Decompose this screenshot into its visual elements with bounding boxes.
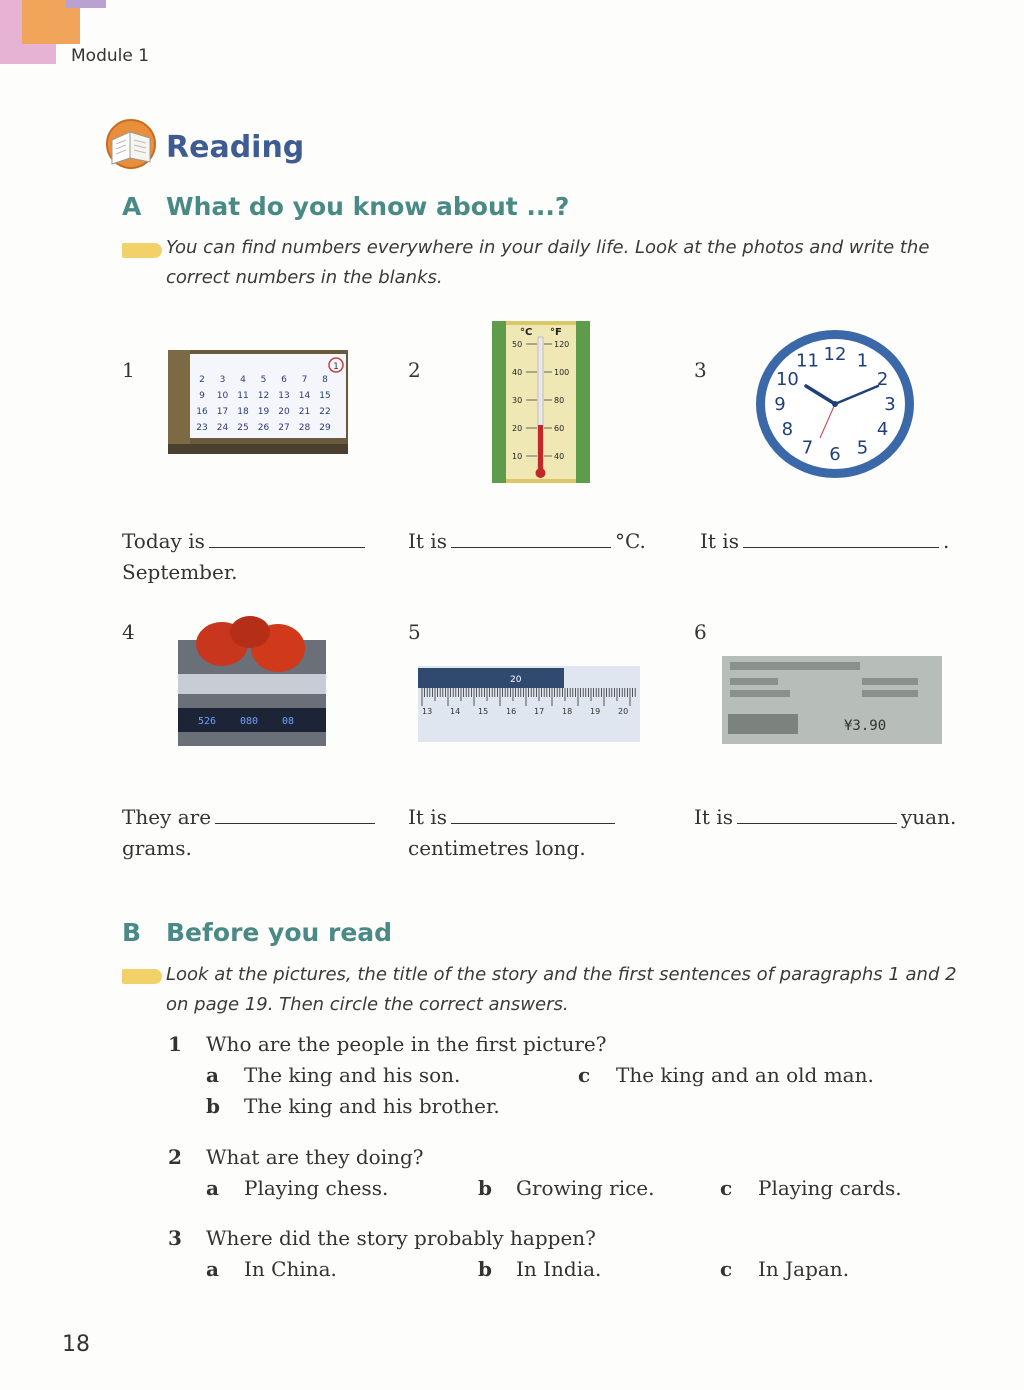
- calendar-date: 28: [298, 423, 311, 433]
- calendar-date: 22: [319, 407, 331, 417]
- corner-decoration-purple: [66, 0, 106, 8]
- answer-blank-6[interactable]: [737, 805, 897, 824]
- ruler-number: 16: [506, 707, 517, 716]
- sentence-3-start: It is: [700, 529, 739, 553]
- option-letter: c: [720, 1176, 733, 1200]
- sentence-6-start: It is: [694, 805, 733, 829]
- clock-number: 11: [796, 350, 819, 372]
- item-number-3: 3: [694, 358, 707, 382]
- question-3-number: 3: [168, 1226, 182, 1250]
- calendar-date: 13: [278, 391, 290, 401]
- section-b-title: Before you read: [166, 918, 393, 947]
- fahrenheit-tick: 120: [554, 340, 570, 349]
- celsius-unit: °C: [520, 327, 533, 338]
- clock-number: 5: [856, 437, 869, 459]
- sentence-6-end: yuan.: [900, 805, 957, 829]
- question-2-text: What are they doing?: [206, 1145, 424, 1169]
- calendar-date: 6: [281, 375, 287, 385]
- item-number-2: 2: [408, 358, 421, 382]
- sentence-1-end: September.: [122, 560, 238, 584]
- question-3: [168, 1226, 596, 1250]
- clock-number: 4: [876, 419, 889, 440]
- ruler-number: 19: [590, 707, 601, 716]
- question-2: [168, 1145, 424, 1169]
- ruler-photo: [418, 666, 640, 742]
- option-text: The king and his son.: [244, 1063, 461, 1087]
- sentence-2-start: It is: [408, 529, 447, 553]
- answer-blank-4[interactable]: [215, 805, 375, 824]
- fahrenheit-tick: 60: [554, 424, 565, 433]
- celsius-tick: 20: [512, 424, 523, 433]
- price-text: ¥3.90: [844, 718, 887, 734]
- calendar-date: 14: [298, 391, 311, 401]
- ruler-number: 13: [422, 707, 433, 716]
- question-3-text: Where did the story probably happen?: [206, 1226, 596, 1250]
- section-b-letter: B: [122, 918, 142, 947]
- calendar-date: 21: [298, 407, 311, 417]
- sentence-1: [122, 526, 402, 588]
- sentence-4: [122, 802, 412, 864]
- calendar-circled-date: 1: [333, 362, 339, 372]
- calendar-date: 17: [216, 407, 229, 417]
- calendar-date: 27: [278, 423, 290, 433]
- ruler-number: 14: [450, 707, 461, 716]
- question-1-number: 1: [168, 1032, 182, 1056]
- scale-display-value: 08: [282, 716, 295, 727]
- ruler-number: 17: [534, 707, 545, 716]
- fahrenheit-tick: 100: [554, 368, 570, 377]
- option-text: The king and his brother.: [244, 1094, 500, 1118]
- sentence-2: [408, 526, 678, 557]
- sentence-2-end: °C.: [614, 529, 646, 553]
- answer-blank-2[interactable]: [451, 529, 611, 548]
- calendar-date: 9: [199, 391, 205, 401]
- fahrenheit-unit: °F: [550, 327, 562, 338]
- answer-blank-1[interactable]: [209, 529, 365, 548]
- clock-number: 9: [774, 394, 786, 415]
- celsius-tick: 40: [512, 368, 523, 377]
- option-1c[interactable]: [578, 1063, 874, 1087]
- calendar-date: 19: [257, 407, 270, 417]
- item-number-1: 1: [122, 358, 135, 382]
- section-a-title: What do you know about ...?: [166, 192, 570, 221]
- calendar-date: 24: [216, 423, 229, 433]
- calendar-date: 11: [237, 391, 249, 401]
- ruler-number: 15: [478, 707, 489, 716]
- option-text: In Japan.: [758, 1257, 850, 1281]
- calendar-date: 12: [257, 391, 270, 401]
- ruler-tag: 20: [510, 675, 522, 685]
- option-2a[interactable]: [206, 1176, 388, 1200]
- option-text: Growing rice.: [516, 1176, 655, 1200]
- ruler-number: 20: [618, 707, 629, 716]
- instruction-marker: [122, 969, 162, 984]
- fahrenheit-tick: 80: [554, 396, 565, 405]
- section-a-letter: A: [122, 192, 142, 221]
- calendar-date: 4: [240, 375, 246, 385]
- calendar-date: 29: [319, 423, 331, 433]
- answer-blank-3[interactable]: [743, 529, 939, 548]
- calendar-date: 18: [237, 407, 249, 417]
- option-letter: c: [720, 1257, 733, 1281]
- clock-number: 7: [801, 437, 814, 459]
- calendar-photo: [168, 350, 348, 454]
- calendar-date: 10: [216, 391, 229, 401]
- option-letter: a: [206, 1257, 219, 1281]
- sentence-4-start: They are: [122, 805, 212, 829]
- section-b-instruction: Look at the pictures, the title of the story and the first sentences of paragraphs 1 and 2 on page 19. Then circle the correct answers.: [166, 964, 957, 1015]
- option-text: Playing chess.: [244, 1176, 389, 1200]
- thermometer-photo: [492, 321, 590, 483]
- sentence-5-start: It is: [408, 805, 447, 829]
- page-number: 18: [62, 1332, 90, 1357]
- clock-number: 1: [856, 350, 869, 372]
- sentence-6: [694, 802, 994, 833]
- calendar-date: 25: [237, 423, 249, 433]
- clock-number: 8: [781, 419, 794, 440]
- section-a-instruction: You can find numbers everywhere in your daily life. Look at the photos and write the correct numbers in the blanks.: [166, 237, 930, 288]
- option-letter: a: [206, 1176, 219, 1200]
- question-2-number: 2: [168, 1145, 182, 1169]
- price-label-photo: [722, 656, 942, 744]
- item-number-4: 4: [122, 620, 135, 644]
- scale-display-value: 080: [240, 716, 259, 727]
- sentence-4-end: grams.: [122, 836, 192, 860]
- celsius-tick: 10: [512, 452, 523, 461]
- option-letter: c: [578, 1063, 591, 1087]
- option-text: In India.: [516, 1257, 602, 1281]
- option-3b[interactable]: [478, 1257, 601, 1281]
- clock-number: 12: [823, 344, 847, 365]
- calendar-date: 7: [301, 375, 308, 385]
- module-label: Module 1: [71, 46, 150, 66]
- sentence-3-end: .: [942, 529, 950, 553]
- item-number-5: 5: [408, 620, 421, 644]
- option-text: In China.: [244, 1257, 337, 1281]
- ruler-number: 18: [562, 707, 573, 716]
- sentence-5: [408, 802, 678, 864]
- option-text: Playing cards.: [758, 1176, 902, 1200]
- sentence-3: [700, 526, 980, 557]
- calendar-date: 23: [196, 423, 208, 433]
- celsius-tick: 30: [512, 396, 523, 405]
- clock-number: 6: [829, 444, 841, 465]
- fahrenheit-tick: 40: [554, 452, 565, 461]
- option-letter: b: [478, 1176, 492, 1200]
- celsius-tick: 50: [512, 340, 523, 349]
- calendar-date: 26: [257, 423, 270, 433]
- scale-display-value: 526: [198, 716, 217, 727]
- book-icon: [104, 118, 158, 170]
- option-2b[interactable]: [478, 1176, 655, 1200]
- option-2c[interactable]: [720, 1176, 902, 1200]
- apple: [230, 616, 270, 648]
- calendar-date: 16: [196, 407, 208, 417]
- option-letter: a: [206, 1063, 219, 1087]
- calendar-date: 8: [322, 375, 328, 385]
- question-1-text: Who are the people in the first picture?: [206, 1032, 607, 1056]
- calendar-date: 20: [278, 407, 290, 417]
- question-1: [168, 1032, 606, 1056]
- instruction-marker: [122, 243, 162, 258]
- option-1a[interactable]: [206, 1063, 460, 1087]
- option-3c[interactable]: [720, 1257, 849, 1281]
- sentence-5-end: centimetres long.: [408, 836, 586, 860]
- clock-number: 2: [876, 369, 889, 390]
- option-1b[interactable]: [206, 1094, 500, 1118]
- calendar-date: 5: [260, 375, 267, 385]
- item-number-6: 6: [694, 620, 707, 644]
- clock-photo: [754, 328, 916, 480]
- reading-heading: Reading: [166, 130, 305, 165]
- calendar-date: 3: [219, 375, 226, 385]
- calendar-date: 15: [319, 391, 331, 401]
- clock-number: 3: [884, 394, 896, 415]
- option-letter: b: [206, 1094, 220, 1118]
- sentence-1-start: Today is: [122, 529, 205, 553]
- option-text: The king and an old man.: [616, 1063, 874, 1087]
- answer-blank-5[interactable]: [451, 805, 615, 824]
- clock-number: 10: [775, 369, 799, 390]
- scale-photo: [178, 612, 326, 746]
- option-letter: b: [478, 1257, 492, 1281]
- calendar-date: 2: [199, 375, 205, 385]
- option-3a[interactable]: [206, 1257, 337, 1281]
